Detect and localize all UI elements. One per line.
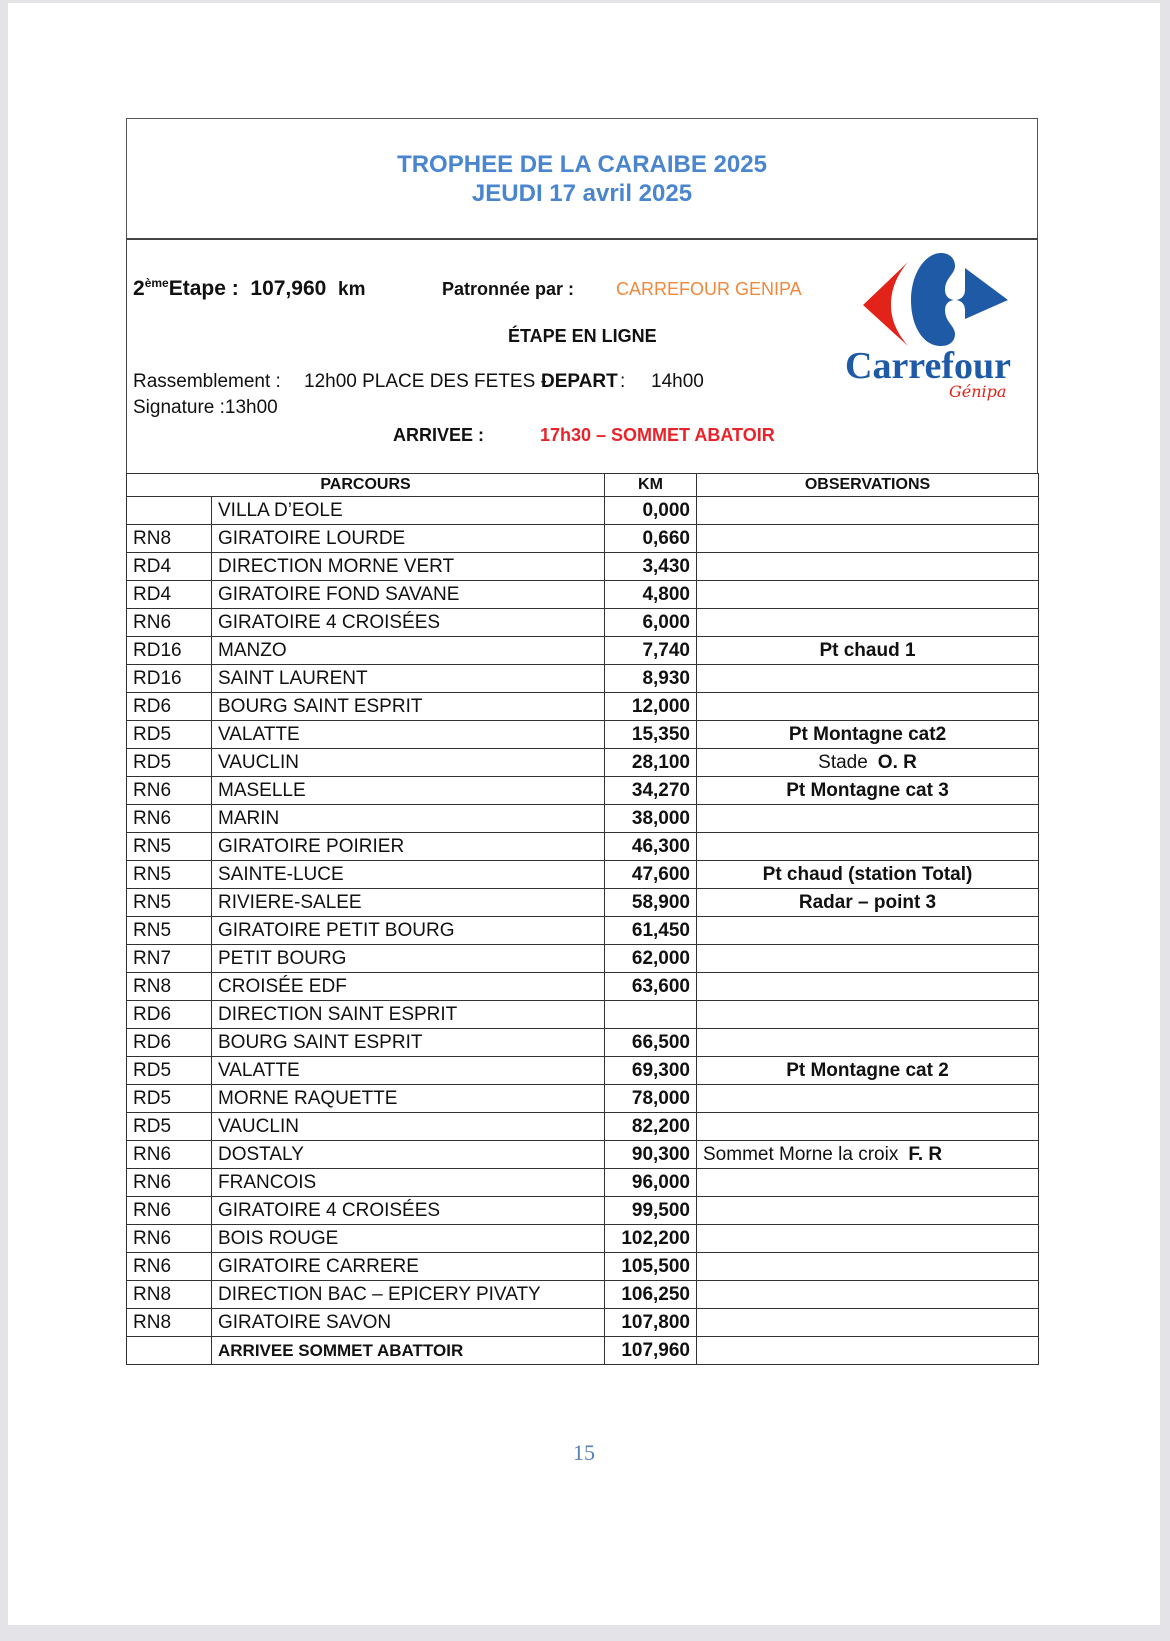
km-cell: 90,300: [605, 1141, 697, 1169]
observation-cell: [697, 581, 1039, 609]
km-cell: 61,450: [605, 917, 697, 945]
table-row: [127, 1141, 1039, 1169]
road-cell: RN6: [127, 1253, 212, 1281]
observation-cell: Pt chaud (station Total): [697, 861, 1039, 889]
road-cell: RD5: [127, 721, 212, 749]
road-cell: RD16: [127, 665, 212, 693]
table-row: [127, 1029, 1039, 1057]
place-cell: BOURG SAINT ESPRIT: [212, 693, 605, 721]
place-cell: VALATTE: [212, 1057, 605, 1085]
stage-heading: [133, 277, 365, 301]
km-cell: 0,000: [605, 497, 697, 525]
place-cell: VALATTE: [212, 721, 605, 749]
logo-subtitle-text: Génipa: [949, 382, 1007, 401]
observation-cell: [697, 1029, 1039, 1057]
km-cell: 102,200: [605, 1225, 697, 1253]
table-row: [127, 889, 1039, 917]
place-cell: DIRECTION BAC – EPICERY PIVATY: [212, 1281, 605, 1309]
km-cell: 47,600: [605, 861, 697, 889]
road-cell: RD5: [127, 1085, 212, 1113]
road-cell: RN5: [127, 917, 212, 945]
table-row: [127, 721, 1039, 749]
km-cell: 34,270: [605, 777, 697, 805]
table-row: [127, 1337, 1039, 1365]
observation-cell: [697, 833, 1039, 861]
km-cell: [605, 1001, 697, 1029]
km-cell: 62,000: [605, 945, 697, 973]
table-row: [127, 1169, 1039, 1197]
place-cell: MANZO: [212, 637, 605, 665]
table-row: [127, 1225, 1039, 1253]
place-cell: MASELLE: [212, 777, 605, 805]
table-row: [127, 553, 1039, 581]
table-row: [127, 861, 1039, 889]
sponsor-name: CARREFOUR GENIPA: [616, 279, 802, 299]
sponsor-label: Patronnée par :: [442, 279, 575, 299]
stage-number-suffix: ème: [144, 276, 169, 290]
table-row: [127, 973, 1039, 1001]
arrivee-label: ARRIVEE :: [393, 425, 485, 445]
observation-cell: [697, 973, 1039, 1001]
place-cell: ARRIVEE SOMMET ABATTOIR: [212, 1337, 605, 1365]
page-number: 15: [573, 1440, 595, 1465]
km-cell: 107,960: [605, 1337, 697, 1365]
km-cell: 106,250: [605, 1281, 697, 1309]
place-cell: SAINTE-LUCE: [212, 861, 605, 889]
depart-colon: :: [620, 371, 626, 392]
km-cell: 38,000: [605, 805, 697, 833]
table-row: [127, 665, 1039, 693]
place-cell: GIRATOIRE PETIT BOURG: [212, 917, 605, 945]
road-cell: RN5: [127, 889, 212, 917]
road-cell: RN6: [127, 777, 212, 805]
route-table-body: [127, 497, 1039, 1365]
km-cell: 3,430: [605, 553, 697, 581]
road-cell: RN8: [127, 525, 212, 553]
road-cell: RD16: [127, 637, 212, 665]
table-row: [127, 1113, 1039, 1141]
km-cell: 99,500: [605, 1197, 697, 1225]
arrivee-value: 17h30 – SOMMET ABATOIR: [540, 425, 775, 445]
header-km: KM: [605, 474, 697, 497]
observation-cell: [697, 1113, 1039, 1141]
stage-label: Etape :: [168, 277, 239, 300]
observation-cell: [697, 945, 1039, 973]
table-row: [127, 525, 1039, 553]
observation-cell: [697, 1085, 1039, 1113]
place-cell: DOSTALY: [212, 1141, 605, 1169]
stage-number: 2: [133, 277, 145, 300]
road-cell: RN6: [127, 1141, 212, 1169]
place-cell: DIRECTION SAINT ESPRIT: [212, 1001, 605, 1029]
km-cell: 46,300: [605, 833, 697, 861]
table-row: [127, 777, 1039, 805]
road-cell: [127, 497, 212, 525]
logo-brand-text: Carrefour: [845, 345, 1012, 387]
table-row: [127, 637, 1039, 665]
table-row: [127, 1001, 1039, 1029]
place-cell: VAUCLIN: [212, 749, 605, 777]
observation-text: Stade: [818, 751, 868, 773]
table-row: [127, 805, 1039, 833]
observation-cell: [697, 749, 1039, 777]
observation-cell: Pt Montagne cat 2: [697, 1057, 1039, 1085]
observation-cell: [697, 1141, 1039, 1169]
stage-distance: 107,960: [250, 277, 327, 300]
road-cell: RN8: [127, 1281, 212, 1309]
observation-cell: [697, 805, 1039, 833]
table-row: [127, 693, 1039, 721]
observation-cell: Radar – point 3: [697, 889, 1039, 917]
table-row: [127, 1253, 1039, 1281]
observation-cell: [697, 497, 1039, 525]
km-cell: 6,000: [605, 609, 697, 637]
km-cell: 8,930: [605, 665, 697, 693]
observation-text: Sommet Morne la croix: [703, 1143, 899, 1165]
table-header-row: [127, 474, 1039, 497]
km-cell: 82,200: [605, 1113, 697, 1141]
observation-cell: [697, 1337, 1039, 1365]
rassemblement-value: 12h00 PLACE DES FETES -: [304, 371, 547, 392]
rassemblement-label: Rassemblement :: [133, 371, 281, 392]
place-cell: GIRATOIRE SAVON: [212, 1309, 605, 1337]
km-cell: 12,000: [605, 693, 697, 721]
road-cell: RD5: [127, 749, 212, 777]
road-cell: RD5: [127, 1113, 212, 1141]
road-cell: RN8: [127, 1309, 212, 1337]
observation-cell: [697, 693, 1039, 721]
place-cell: GIRATOIRE POIRIER: [212, 833, 605, 861]
title-box: [126, 118, 1038, 238]
observation-cell: [697, 1309, 1039, 1337]
place-cell: RIVIERE-SALEE: [212, 889, 605, 917]
km-cell: 15,350: [605, 721, 697, 749]
road-cell: RD6: [127, 693, 212, 721]
observation-cell: [697, 917, 1039, 945]
stage-unit: km: [338, 279, 366, 300]
stage-info-box: [126, 238, 1038, 474]
place-cell: GIRATOIRE LOURDE: [212, 525, 605, 553]
road-cell: RD4: [127, 581, 212, 609]
table-row: [127, 1057, 1039, 1085]
road-cell: RN6: [127, 1197, 212, 1225]
table-row: [127, 749, 1039, 777]
observation-initials: O. R: [877, 751, 917, 773]
place-cell: GIRATOIRE 4 CROISÉES: [212, 1197, 605, 1225]
observation-cell: [697, 665, 1039, 693]
km-cell: 105,500: [605, 1253, 697, 1281]
observation-cell: [697, 1169, 1039, 1197]
observation-cell: [697, 525, 1039, 553]
km-cell: 0,660: [605, 525, 697, 553]
road-cell: RN6: [127, 1225, 212, 1253]
depart-label: DEPART: [541, 371, 618, 392]
observation-cell: [697, 1001, 1039, 1029]
place-cell: BOURG SAINT ESPRIT: [212, 1029, 605, 1057]
road-cell: RN5: [127, 833, 212, 861]
place-cell: DIRECTION MORNE VERT: [212, 553, 605, 581]
signature-time: Signature :13h00: [133, 397, 278, 418]
road-cell: RN6: [127, 805, 212, 833]
km-cell: 96,000: [605, 1169, 697, 1197]
observation-cell: Pt chaud 1: [697, 637, 1039, 665]
document-title: TROPHEE DE LA CARAIBE 2025: [397, 151, 767, 178]
place-cell: BOIS ROUGE: [212, 1225, 605, 1253]
road-cell: RD4: [127, 553, 212, 581]
place-cell: VILLA D’EOLE: [212, 497, 605, 525]
km-cell: 107,800: [605, 1309, 697, 1337]
stage-type: ÉTAPE EN LIGNE: [508, 326, 657, 346]
road-cell: RD6: [127, 1001, 212, 1029]
road-cell: RN5: [127, 861, 212, 889]
document-date: JEUDI 17 avril 2025: [471, 180, 693, 207]
place-cell: VAUCLIN: [212, 1113, 605, 1141]
km-cell: 4,800: [605, 581, 697, 609]
observation-cell: [697, 1225, 1039, 1253]
table-row: [127, 581, 1039, 609]
observation-cell: [697, 1197, 1039, 1225]
place-cell: SAINT LAURENT: [212, 665, 605, 693]
road-cell: [127, 1337, 212, 1365]
road-cell: RN6: [127, 609, 212, 637]
table-row: [127, 609, 1039, 637]
observation-initials: F. R: [908, 1143, 943, 1165]
km-cell: 66,500: [605, 1029, 697, 1057]
observation-cell: [697, 1281, 1039, 1309]
km-cell: 7,740: [605, 637, 697, 665]
road-cell: RN6: [127, 1169, 212, 1197]
observation-cell: [697, 609, 1039, 637]
depart-time: 14h00: [651, 371, 704, 392]
road-cell: RD5: [127, 1057, 212, 1085]
place-cell: MARIN: [212, 805, 605, 833]
observation-cell: Pt Montagne cat 3: [697, 777, 1039, 805]
observation-cell: [697, 553, 1039, 581]
header-parcours: PARCOURS: [127, 474, 605, 497]
place-cell: GIRATOIRE CARRERE: [212, 1253, 605, 1281]
table-row: [127, 917, 1039, 945]
place-cell: GIRATOIRE 4 CROISÉES: [212, 609, 605, 637]
km-cell: 63,600: [605, 973, 697, 1001]
km-cell: 58,900: [605, 889, 697, 917]
km-cell: 78,000: [605, 1085, 697, 1113]
place-cell: CROISÉE EDF: [212, 973, 605, 1001]
table-row: [127, 1281, 1039, 1309]
table-row: [127, 497, 1039, 525]
place-cell: FRANCOIS: [212, 1169, 605, 1197]
observation-cell: [697, 1253, 1039, 1281]
road-cell: RN7: [127, 945, 212, 973]
table-row: [127, 945, 1039, 973]
table-row: [127, 1085, 1039, 1113]
header-observations: OBSERVATIONS: [697, 474, 1039, 497]
carrefour-logo: [845, 248, 1033, 408]
table-row: [127, 833, 1039, 861]
road-cell: RD6: [127, 1029, 212, 1057]
road-cell: RN8: [127, 973, 212, 1001]
km-cell: 69,300: [605, 1057, 697, 1085]
route-table: [126, 473, 1039, 1365]
place-cell: PETIT BOURG: [212, 945, 605, 973]
place-cell: MORNE RAQUETTE: [212, 1085, 605, 1113]
place-cell: GIRATOIRE FOND SAVANE: [212, 581, 605, 609]
km-cell: 28,100: [605, 749, 697, 777]
table-row: [127, 1197, 1039, 1225]
table-row: [127, 1309, 1039, 1337]
observation-cell: Pt Montagne cat2: [697, 721, 1039, 749]
